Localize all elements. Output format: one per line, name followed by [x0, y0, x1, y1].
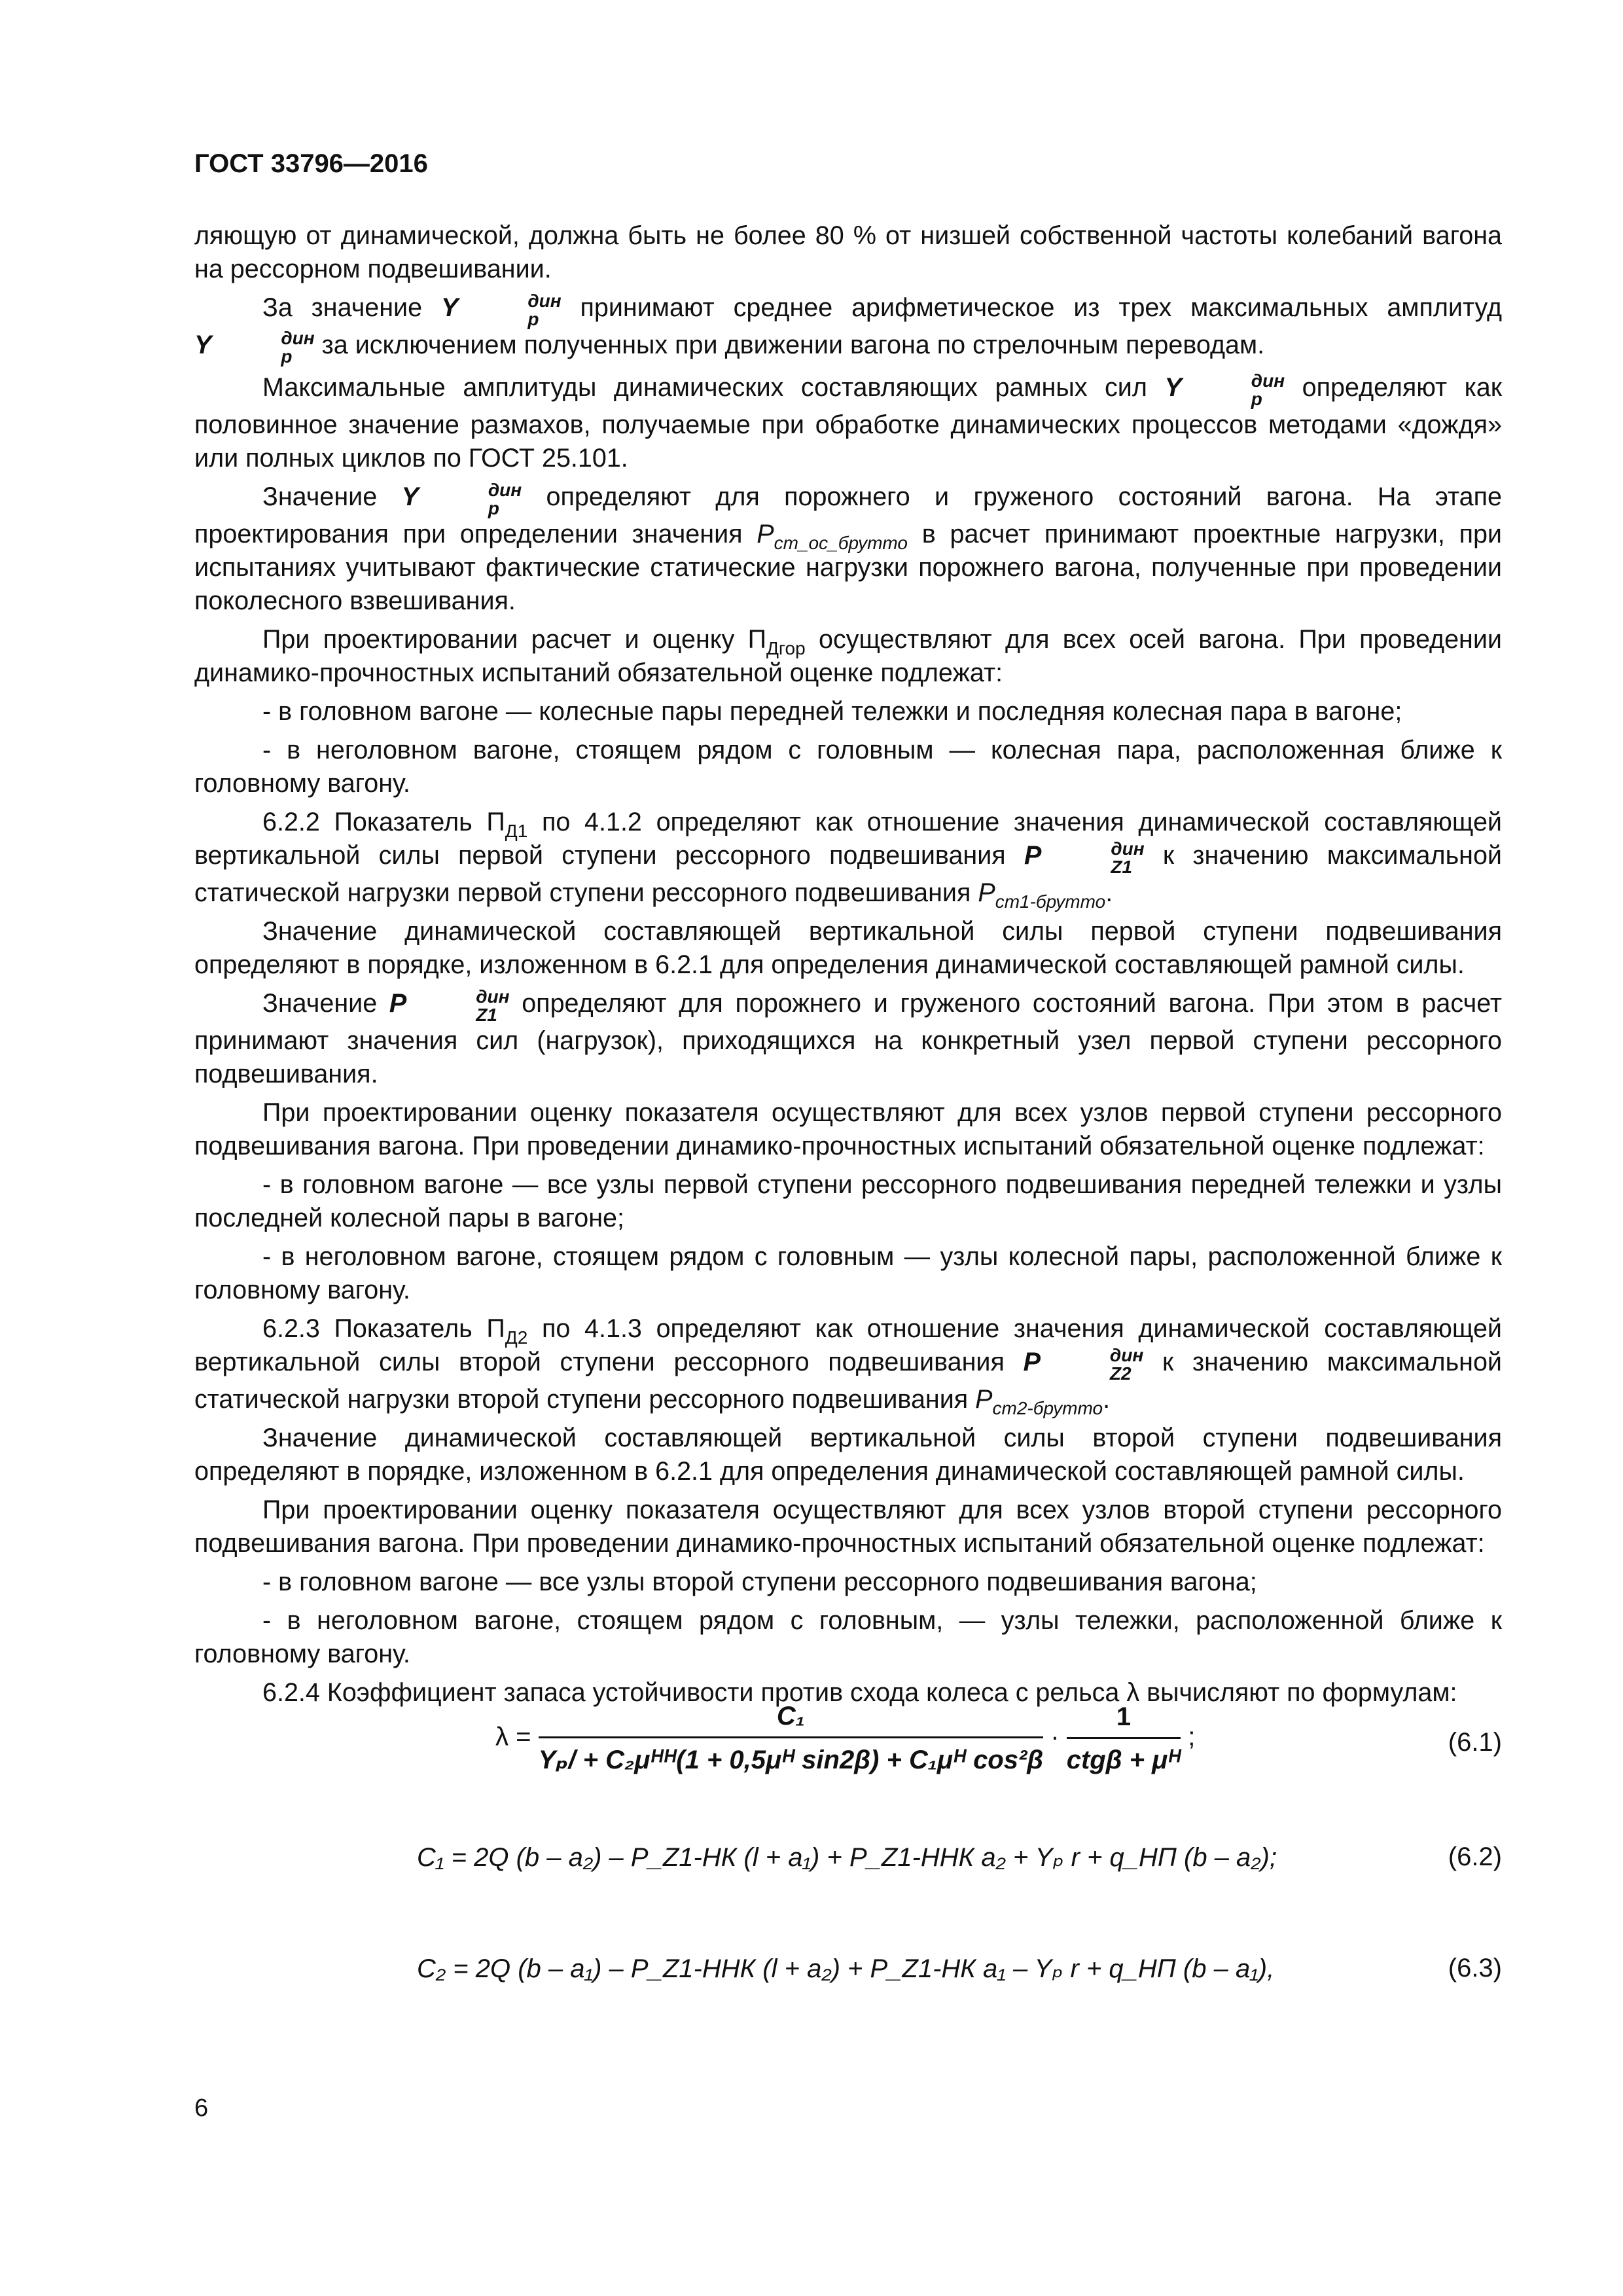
symbol-p-st1: $P_{ст1-брутто}$: [978, 878, 1106, 912]
formula-fraction: $\frac{1}{\text{ctgβ + μᴴ}}$: [1066, 1702, 1181, 1774]
symbol-pi-dgor: $П_{Дгор}$: [747, 625, 806, 658]
paragraph: 6.2.3 Показатель $П_{Д2}$ по 4.1.3 определяют как отношение значения динамической составляющей вертикальной силы второй ступени рессорного подвешивания P дин Z2 к значению максимальной статической нагрузки второй ступени рессорного подвешивания $P_{ст2-брутто}$.: [194, 1314, 1503, 1418]
formula-lhs: λ =: [495, 1722, 531, 1751]
symbol-p-z2-din: P дин Z2: [1023, 1345, 1144, 1384]
symbol-y-din: Y дин р: [1164, 370, 1285, 409]
paragraph: Значение динамической составляющей вертикальной силы второй ступени подвешивания определяют в порядке, изложенном в 6.2.1 для определения динамической составляющей рамной силы.: [194, 1424, 1502, 1486]
formula-expression: C₂ = 2Q (b – a₁) – P_Z1-ННК (l + a₂) + P_Z1-НК a₁ – Yₚ r + q_НП (b – a₁),: [417, 1954, 1275, 1983]
paragraph: При проектировании расчет и оценку $П_{Дгор}$ осуществляют для всех осей вагона. При проведении динамико-прочностных испытаний обязательной оценке подлежат:: [194, 625, 1503, 687]
symbol-pi-d1: $П_{Д1}$: [486, 808, 528, 841]
symbol-y-din: Y дин р: [401, 480, 522, 518]
paragraph: При проектировании оценку показателя осуществляют для всех узлов второй ступени рессорного подвешивания вагона. При проведении динамико-прочностных испытаний обязательной оценке подлежат:: [194, 1496, 1502, 1558]
symbol-p-z1-din: P дин Z1: [389, 986, 510, 1025]
paragraph: Максимальные амплитуды динамических составляющих рамных сил Y дин р определяют как половинное значение размахов, получаемые при обработке динамических процессов методами «дождя» или полных циклов по ГОСТ 25.101.: [194, 370, 1503, 473]
formula-6-1: λ = $\frac{\text{C₁}}{\text{Yₚ/ + C₂μᴴᴴ(1 + 0,5μᴴ sin2β) + C₁μᴴ cos²β}}$ · $\frac{1}{\text{ctgβ + μᴴ}}$ ; (6.1): [495, 1702, 1502, 1774]
symbol-y-din: Y дин р: [440, 291, 562, 329]
list-item: - в головном вагоне — все узлы первой ступени рессорного подвешивания передней тележки и узлы последней колесной пары в вагоне;: [194, 1170, 1502, 1232]
document-body: [194, 219, 1502, 1715]
document-header: ГОСТ 33796—2016: [194, 149, 428, 178]
formula-expression: C₁ = 2Q (b – a₂) – P_Z1-НК (l + a₁) + P_Z1-ННК a₂ + Yₚ r + q_НП (b – a₂);: [417, 1843, 1277, 1872]
symbol-p-z1-din: P дин Z1: [1024, 838, 1145, 877]
formula-fraction: $\frac{\text{C₁}}{\text{Yₚ/ + C₂μᴴᴴ(1 + 0,5μᴴ sin2β) + C₁μᴴ cos²β}}$: [538, 1702, 1044, 1774]
list-item: - в головном вагоне — колесные пары передней тележки и последняя колесная пара в вагоне;: [262, 697, 1402, 726]
symbol-y-din: Y дин р: [194, 328, 315, 367]
list-item: - в неголовном вагоне, стоящем рядом с головным — колесная пара, расположенная ближе к головному вагону.: [194, 736, 1502, 798]
paragraph: Значение динамической составляющей вертикальной силы первой ступени подвешивания определяют в порядке, изложенном в 6.2.1 для определения динамической составляющей рамной силы.: [194, 917, 1502, 979]
formula-number: (6.3): [1448, 1954, 1502, 1982]
formula-number: (6.2): [1448, 1842, 1502, 1871]
formula-6-3: [194, 1954, 1502, 1993]
paragraph: За значение Y дин р принимают среднее арифметическое из трех максимальных амплитуд Y дин р за исключением полученных при движении вагона по стрелочным переводам.: [194, 291, 1502, 367]
list-item: - в неголовном вагоне, стоящем рядом с головным, — узлы тележки, расположенной ближе к головному вагону.: [194, 1606, 1502, 1668]
paragraph: 6.2.2 Показатель $П_{Д1}$ по 4.1.2 определяют как отношение значения динамической составляющей вертикальной силы первой ступени рессорного подвешивания P дин Z1 к значению максимальной статической нагрузки первой ступени рессорного подвешивания $P_{ст1-брутто}$.: [194, 808, 1503, 912]
formula-6-2: [194, 1842, 1502, 1882]
formula-number: (6.1): [1448, 1728, 1502, 1757]
paragraph: 6.2.4 Коэффициент запаса устойчивости против схода колеса с рельса λ вычисляют по формулам:: [262, 1678, 1457, 1707]
list-item: - в неголовном вагоне, стоящем рядом с головным — узлы колесной пары, расположенной ближе к головному вагону.: [194, 1242, 1502, 1304]
page-number: 6: [194, 2094, 209, 2122]
symbol-p-st-os: $P_{ст\_ос\_брутто}$: [757, 520, 908, 553]
paragraph: Значение P дин Z1 определяют для порожнего и груженого состояний вагона. При этом в расчет принимают значения сил (нагрузок), приходящихся на конкретный узел первой ступени рессорного подвешивания.: [194, 986, 1502, 1088]
paragraph: При проектировании оценку показателя осуществляют для всех узлов первой ступени рессорного подвешивания вагона. При проведении динамико-прочностных испытаний обязательной оценке подлежат:: [194, 1098, 1502, 1160]
paragraph: Значение Y дин р определяют для порожнего и груженого состояний вагона. На этапе проектирования при определении значения $P_{ст\_ос\_брутто}$ в расчет принимают проектные нагрузки, при испытаниях учитывают фактические статические нагрузки порожнего вагона, полученные при проведении поколесного взвешивания.: [194, 480, 1502, 615]
symbol-pi-d2: $П_{Д2}$: [486, 1314, 528, 1348]
paragraph: ляющую от динамической, должна быть не более 80 % от низшей собственной частоты колебаний вагона на рессорном подвешивании.: [194, 221, 1502, 283]
symbol-p-st2: $P_{ст2-брутто}$: [975, 1385, 1103, 1418]
list-item: - в головном вагоне — все узлы второй ступени рессорного подвешивания вагона;: [262, 1568, 1257, 1596]
